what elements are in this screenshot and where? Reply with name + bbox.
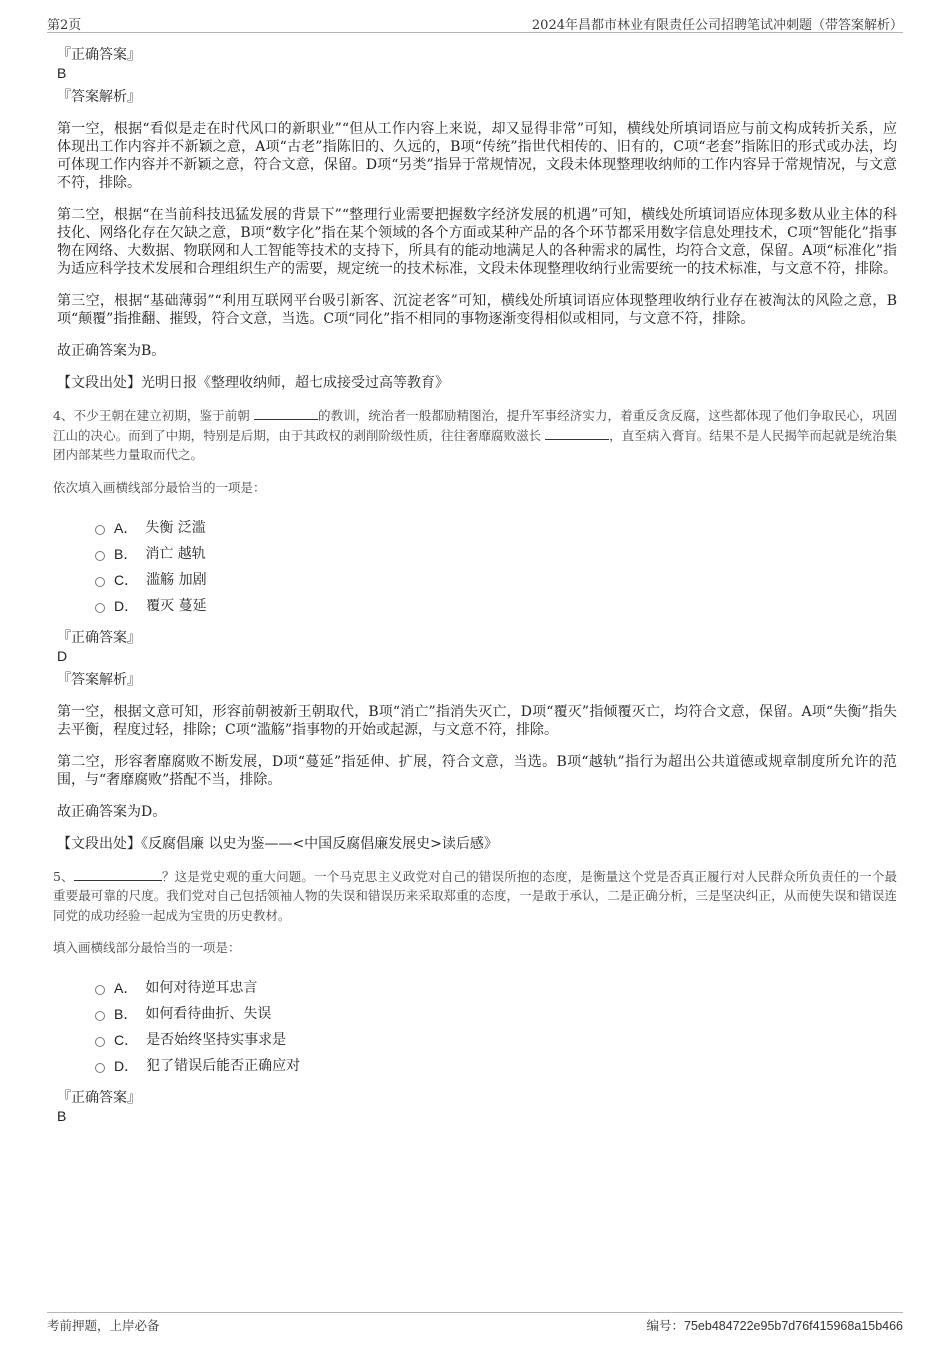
analysis-paragraph: 第一空，根据“看似是走在时代风口的新职业”“但从工作内容上来说，却又显得非常”可知，横线处所填词语应与前文构成转折关系，应体现出工作内容并不新颖之意，A项“古老”指陈旧的、久远的，B项“传统”指世代相传的、旧有的，C项“老套”指陈旧的形式或办法，均可体现工作内容并不新颖之意，符合文意，保留。D项“另类”指异于常规情况，文段未体现整理收纳师的工作内容异于常规情况，与文意不符，排除。: [57, 121, 897, 191]
document-body: [53, 46, 897, 1131]
fill-blank: [545, 427, 609, 440]
document-id: 编号：75eb484722e95b7d76f415968a15b466: [646, 1319, 903, 1333]
radio-icon[interactable]: [95, 577, 105, 587]
correct-answer-label: 『正确答案』: [57, 47, 141, 63]
analysis-label: 『答案解析』: [57, 671, 141, 688]
option-c[interactable]: C． 滥觞 加剧: [95, 571, 897, 597]
radio-icon[interactable]: [95, 985, 105, 995]
passage-source: 【文段出处】光明日报《整理收纳师，超七成接受过高等教育》: [57, 375, 449, 391]
correct-answer-value: D: [57, 647, 68, 664]
question-4-options: [95, 519, 897, 623]
radio-icon[interactable]: [95, 603, 105, 613]
option-a[interactable]: A． 失衡 泛滥: [95, 519, 897, 545]
correct-answer-value: B: [57, 65, 67, 81]
question-4-stem: 4、不少王朝在建立初期，鉴于前朝 的教训，统治者一般都励精图治，提升军事经济实力，着重反贪反腐，这些都体现了他们争取民心，巩固江山的决心。而到了中期，特别是后期，由于其政权的剥削阶级性质，往往奢靡腐败滋长 ，直至病入膏肓。结果不是人民揭竿而起就是统治集团内部某些力量取而代之。: [53, 408, 897, 462]
analysis-conclusion: 故正确答案为D。: [57, 803, 167, 820]
correct-answer-label: 『正确答案』: [57, 1090, 141, 1106]
question-number: 5、: [53, 868, 74, 884]
analysis-label: 『答案解析』: [57, 89, 141, 105]
question-5-options: [95, 979, 897, 1083]
fill-blank: [74, 868, 162, 881]
analysis-paragraph: 第二空，形容奢靡腐败不断发展，D项“蔓延”指延伸、扩展，符合文意，当选。B项“越轨”指行为超出公共道德或规章制度所允许的范围，与“奢靡腐败”搭配不当，排除。: [57, 753, 897, 788]
analysis-paragraph: 第一空，根据文意可知，形容前朝被新王朝取代，B项“消亡”指消失灭亡，D项“覆灭”指倾覆灭亡，均符合文意，保留。A项“失衡”指失去平衡，程度过轻，排除；C项“滥觞”指事物的开始或起源，与文意不符，排除。: [57, 703, 897, 738]
analysis-conclusion: 故正确答案为B。: [57, 343, 166, 359]
radio-icon[interactable]: [95, 1063, 105, 1073]
radio-icon[interactable]: [95, 1037, 105, 1047]
option-c[interactable]: C． 是否始终坚持实事求是: [95, 1031, 897, 1057]
correct-answer-value: B: [57, 1108, 67, 1124]
option-b[interactable]: B． 如何看待曲折、失误: [95, 1005, 897, 1031]
footer-slogan: 考前押题，上岸必备: [47, 1318, 160, 1333]
option-a[interactable]: A． 如何对待逆耳忠言: [95, 979, 897, 1005]
correct-answer-label: 『正确答案』: [57, 629, 141, 646]
analysis-paragraph: 第三空，根据“基础薄弱”“利用互联网平台吸引新客、沉淀老客”可知，横线处所填词语应体现整理收纳行业存在被淘汰的风险之意，B项“颠覆”指推翻、摧毁，符合文意，当选。C项“同化”指不相同的事物逐渐变得相似或相同，与文意不符，排除。: [57, 293, 897, 327]
option-d[interactable]: D． 覆灭 蔓延: [95, 597, 897, 623]
question-prompt: 填入画横线部分最恰当的一项是：: [53, 940, 241, 955]
option-b[interactable]: B． 消亡 越轨: [95, 545, 897, 571]
option-d[interactable]: D． 犯了错误后能否正确应对: [95, 1057, 897, 1083]
fill-blank: [254, 407, 318, 420]
radio-icon[interactable]: [95, 525, 105, 535]
radio-icon[interactable]: [95, 551, 105, 561]
question-prompt: 依次填入画横线部分最恰当的一项是：: [53, 479, 266, 495]
page-number: 第2页: [47, 18, 82, 33]
question-number: 4、: [53, 408, 74, 423]
analysis-paragraph: 第二空，根据“在当前科技迅猛发展的背景下”“整理行业需要把握数字经济发展的机遇”可知，横线处所填词语应体现多数从业主体的科技化、网络化存在欠缺之意，B项“数字化”指在某个领域的各个方面或某种产品的各个环节都采用数字信息处理技术，C项“智能化”指事物在网络、大数据、物联网和人工智能等技术的支持下，所具有的能动地满足人的各种需求的属性，均符合文意，保留。A项“标准化”指为适应科学技术发展和合理组织生产的需要，规定统一的技术标准，文段未体现整理收纳行业需要统一的技术标准，与文意不符，排除。: [57, 207, 897, 277]
page-footer: [47, 1312, 903, 1334]
document-title: 2024年昌都市林业有限责任公司招聘笔试冲刺题（带答案解析）: [531, 18, 903, 33]
page-header: [47, 14, 903, 33]
question-5-stem: 5、 ？这是党史观的重大问题。一个马克思主义政党对自己的错误所抱的态度，是衡量这个党是否真正履行对人民群众所负责任的一个最重要最可靠的尺度。我们党对自己包括领袖人物的失误和错误历来采取郑重的态度，一是敢于承认，二是正确分析，三是坚决纠正，从而使失误和错误连同党的成功经验一起成为宝贵的历史教材。: [53, 868, 897, 923]
radio-icon[interactable]: [95, 1011, 105, 1021]
passage-source: 【文段出处】《反腐倡廉 以史为鉴——<中国反腐倡廉发展史>读后感》: [57, 835, 498, 852]
